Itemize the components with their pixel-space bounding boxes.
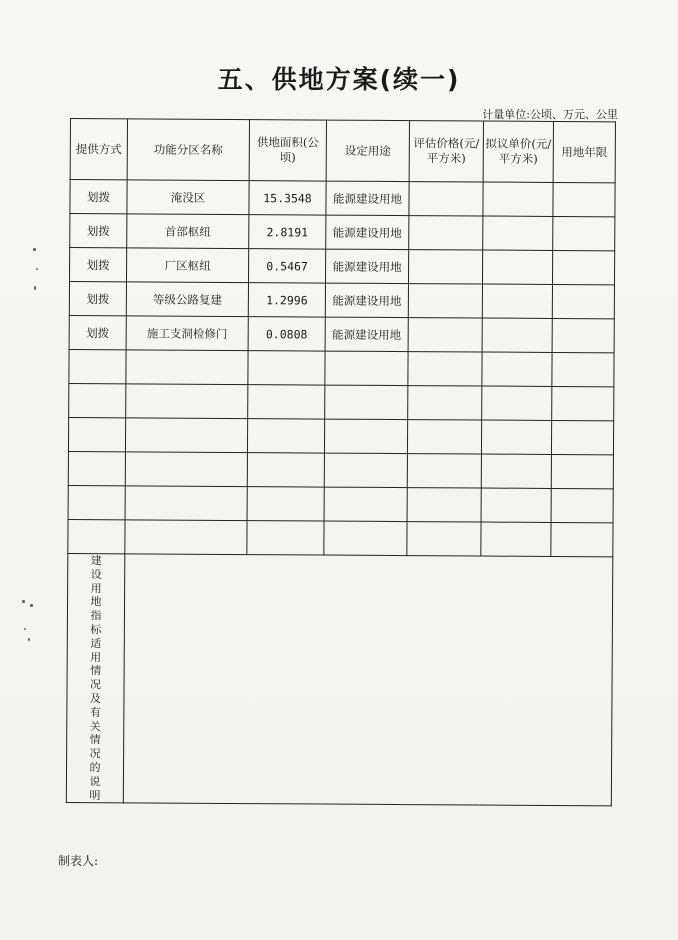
table-row [70,248,615,285]
cell-area: 0.5467 [248,249,325,283]
header-eval-price: 评估价格(元/平方米) [409,121,483,182]
table-row [69,315,614,352]
header-zone: 功能分区名称 [127,119,249,181]
scan-speck [34,286,36,290]
footer-preparer-label: 制表人: [58,854,99,868]
cell-use: 能源建设用地 [326,181,409,216]
cell-unit-price [482,284,552,318]
cell-term [553,182,615,216]
table-row [70,180,615,217]
cell-zone: 淹没区 [127,180,249,215]
page-title: 五、供地方案(续一) [217,65,461,94]
cell-zone: 首部枢纽 [127,214,249,249]
cell-use: 能源建设用地 [325,317,408,352]
cell-unit-price [482,250,552,284]
scan-speck [33,248,36,251]
cell-unit-price [483,216,553,250]
cell-eval-price [408,250,482,284]
table-row [70,214,615,251]
empty-row [68,485,613,522]
scan-speck [30,604,33,607]
empty-row [69,383,614,420]
cell-term [552,250,614,284]
scan-speck [36,268,38,270]
scan-speck [24,628,26,630]
cell-zone: 施工支洞检修门 [126,316,248,351]
cell-method: 划拨 [70,180,127,214]
cell-area: 15.3548 [249,181,326,215]
cell-term [552,318,614,352]
cell-eval-price [409,216,483,250]
scan-speck [22,600,25,603]
cell-use: 能源建设用地 [325,283,408,318]
header-use: 设定用途 [326,120,409,182]
cell-term [553,216,615,250]
unit-note: 计量单位:公顷、万元、公里 [482,108,618,121]
header-term: 用地年限 [553,121,615,182]
cell-eval-price [408,318,482,352]
header-method: 提供方式 [70,119,127,180]
cell-method: 划拨 [70,248,127,282]
empty-row [68,417,613,454]
cell-area: 1.2996 [248,283,325,317]
header-area: 供地面积(公顷) [249,120,326,181]
empty-row [69,349,614,386]
table-row [69,282,614,319]
cell-term [552,284,614,318]
cell-use: 能源建设用地 [326,215,409,250]
supply-plan-table [66,118,616,807]
cell-zone: 等级公路复建 [126,282,248,317]
cell-unit-price [482,318,552,352]
note-label-cell [66,553,125,803]
cell-unit-price [483,182,553,216]
scan-speck [28,638,30,641]
note-row [66,553,613,806]
cell-area: 2.8191 [249,215,326,249]
cell-method: 划拨 [69,282,126,316]
cell-zone: 厂区枢纽 [127,248,249,283]
cell-use: 能源建设用地 [325,249,408,284]
cell-method: 划拨 [69,315,126,349]
header-unit-price: 拟议单价(元/平方米) [483,121,553,182]
header-row [70,119,615,183]
cell-eval-price [409,182,483,216]
empty-row [68,519,613,556]
empty-row [68,451,613,488]
note-label: 建设用地指标适用情况及有关情况的说明 [89,554,102,802]
cell-eval-price [408,284,482,318]
cell-method: 划拨 [70,214,127,248]
note-content [123,554,613,806]
cell-area: 0.0808 [248,317,325,351]
